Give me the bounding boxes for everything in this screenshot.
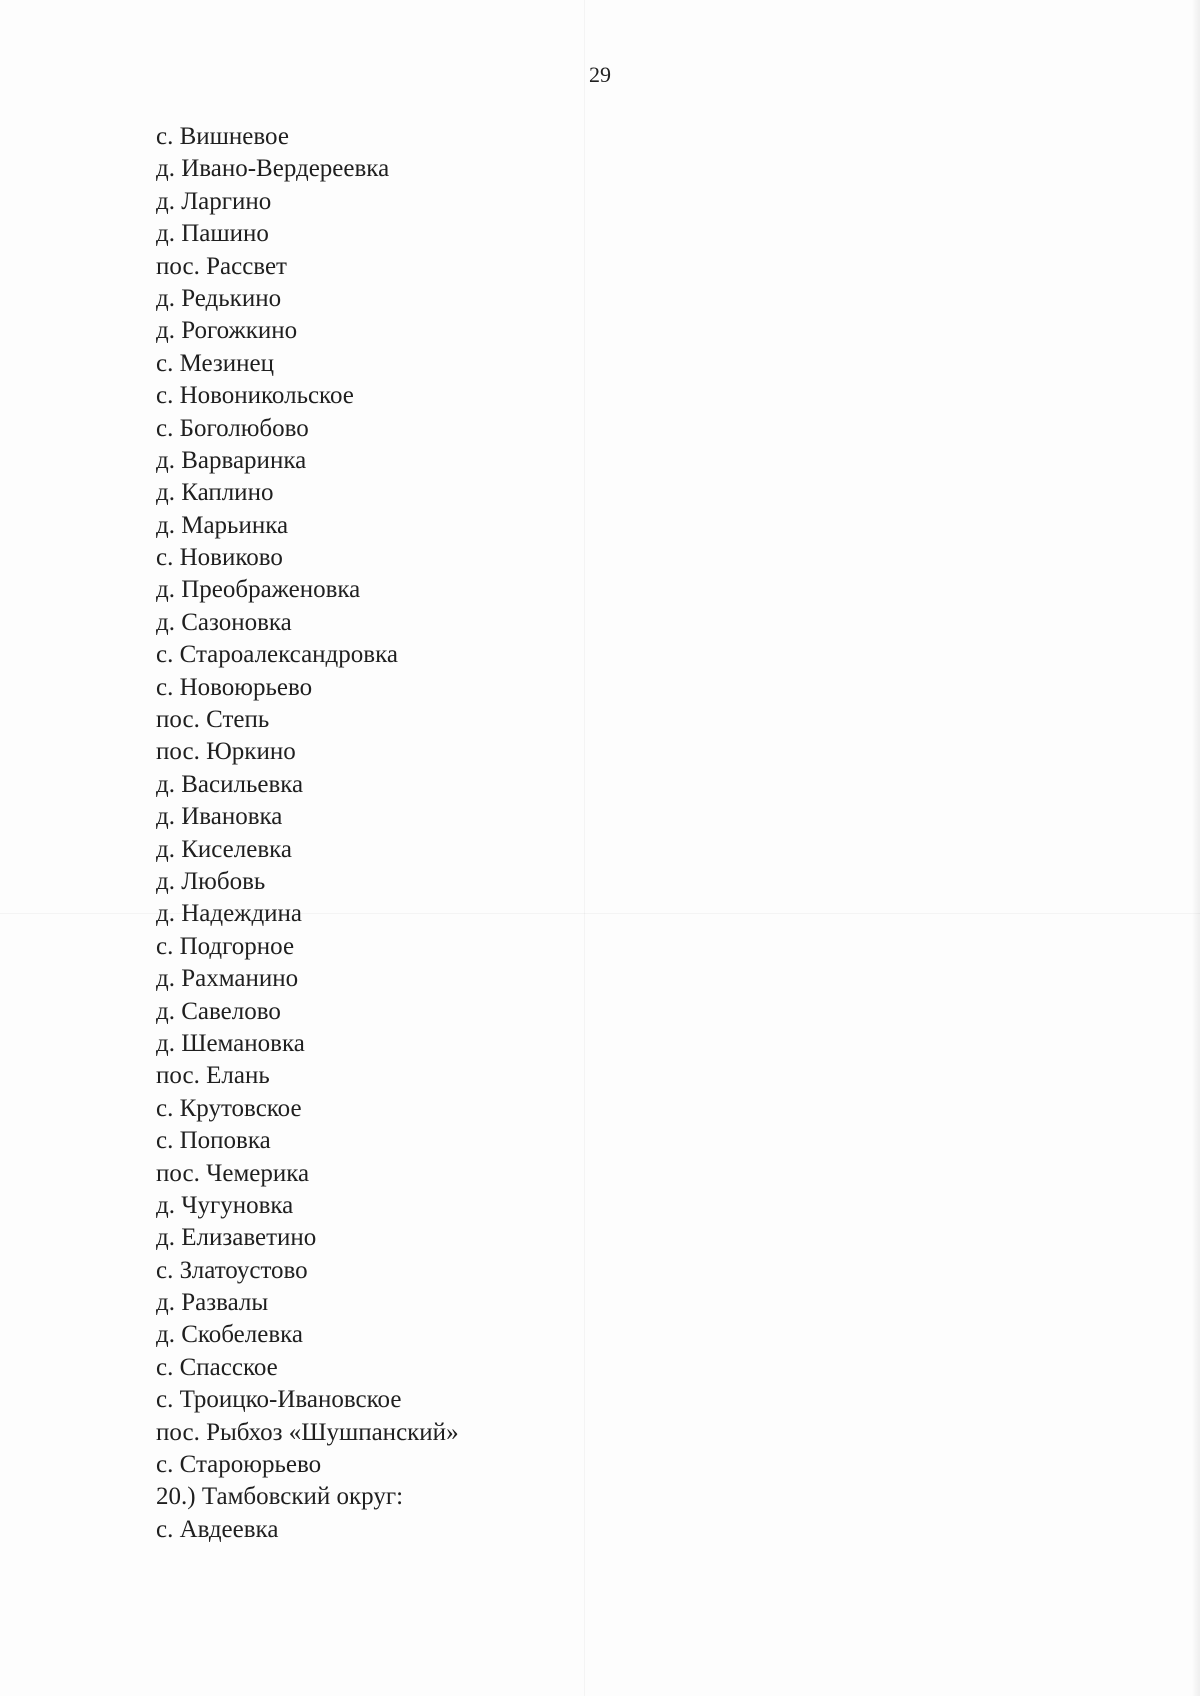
- scan-page-edge: [1192, 0, 1200, 1696]
- list-item: д. Варваринка: [156, 446, 307, 474]
- list-item: д. Шемановка: [156, 1029, 305, 1057]
- list-item: д. Надеждина: [156, 900, 303, 928]
- list-item: с. Староалександровка: [156, 641, 398, 669]
- list-item: пос. Рассвет: [156, 252, 287, 280]
- list-item: д. Редькино: [156, 284, 282, 312]
- list-item: д. Марьинка: [156, 511, 289, 539]
- list-item: д. Чугуновка: [156, 1191, 294, 1219]
- list-item: с. Новиково: [156, 544, 283, 572]
- scan-fold-vertical: [584, 0, 585, 1696]
- list-item: д. Елизаветино: [156, 1224, 317, 1252]
- list-item: с. Златоустово: [156, 1256, 308, 1284]
- list-item: с. Мезинец: [156, 349, 275, 377]
- list-item: с. Крутовское: [156, 1094, 302, 1122]
- list-item: д. Киселевка: [156, 835, 293, 863]
- list-item: д. Сазоновка: [156, 608, 292, 636]
- list-item: пос. Елань: [156, 1062, 270, 1090]
- list-item: с. Подгорное: [156, 932, 295, 960]
- list-item: д. Ларгино: [156, 187, 272, 215]
- list-item: д. Пашино: [156, 220, 269, 248]
- list-item: д. Ивано-Вердереевка: [156, 155, 390, 183]
- list-item: с. Староюрьево: [156, 1451, 322, 1479]
- list-item: 20.) Тамбовский округ:: [156, 1483, 404, 1511]
- list-item: с. Боголюбово: [156, 414, 309, 442]
- list-item: д. Скобелевка: [156, 1321, 303, 1349]
- list-item: с. Авдеевка: [156, 1515, 279, 1543]
- page-number: 29: [589, 62, 611, 87]
- list-item: пос. Рыбхоз «Шушпанский»: [156, 1418, 459, 1446]
- list-item: пос. Чемерика: [156, 1159, 310, 1187]
- list-item: д. Рогожкино: [156, 317, 298, 345]
- list-item: д. Ивановка: [156, 803, 283, 831]
- list-item: с. Новоюрьево: [156, 673, 313, 701]
- settlement-list: [156, 121, 459, 1546]
- list-item: д. Каплино: [156, 479, 274, 507]
- list-item: д. Васильевка: [156, 770, 304, 798]
- list-item: с. Поповка: [156, 1127, 271, 1155]
- list-item: д. Преображеновка: [156, 576, 361, 604]
- list-item: д. Любовь: [156, 867, 266, 895]
- list-item: пос. Юркино: [156, 738, 296, 766]
- list-item: с. Новоникольское: [156, 382, 354, 410]
- list-item: д. Савелово: [156, 997, 281, 1025]
- list-item: пос. Степь: [156, 706, 270, 734]
- list-item: д. Развалы: [156, 1289, 269, 1317]
- list-item: д. Рахманино: [156, 965, 299, 993]
- list-item: с. Вишневое: [156, 123, 289, 150]
- list-item: с. Троицко-Ивановское: [156, 1386, 402, 1414]
- list-item: с. Спасское: [156, 1353, 278, 1381]
